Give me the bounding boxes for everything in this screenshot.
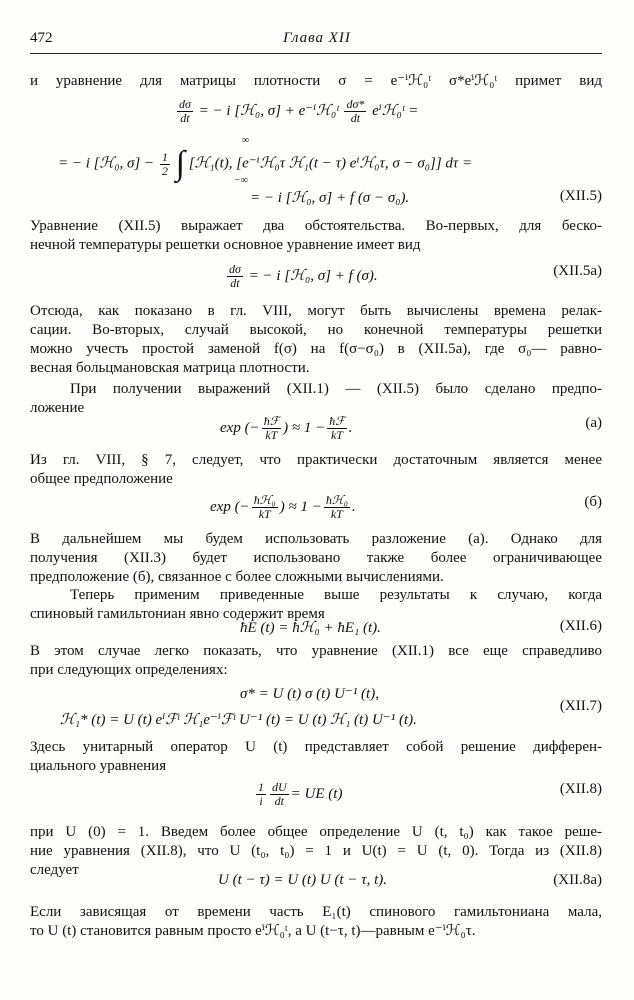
text-line: предположение (б), связанное с более сложными вычислениями. xyxy=(30,569,444,585)
text-line: спиновый гамильтониан явно содержит время xyxy=(30,606,325,622)
text-line: Если зависящая от времени часть E₁(t) спинового гамильтониана мала, xyxy=(30,904,602,920)
chapter-title: Глава XII xyxy=(283,30,351,46)
integral-lower: −∞ xyxy=(234,175,248,186)
text-line: ложение xyxy=(30,400,85,416)
page-number: 472 xyxy=(30,30,53,46)
fraction: $\frac{\text{ħℱ}}{kT}$ xyxy=(263,414,280,442)
paragraph-3 xyxy=(30,302,602,378)
equation-label: (XII.8a) xyxy=(553,872,602,888)
equation-xii6: ħE (t) = ħℋ₀ + ħE₁ (t). (XII.6) xyxy=(240,618,602,636)
fraction: $\frac{d\sigma}{dt}$ xyxy=(229,262,241,290)
text-line: при следующих определениях: xyxy=(30,662,228,678)
equation-xii5a: $\frac{d\sigma}{dt}$ = − i [ℋ₀, σ] + f (σ). (XII.5a) xyxy=(229,262,602,290)
equation-label: (XII.6) xyxy=(559,618,602,634)
integral-upper: ∞ xyxy=(242,135,250,146)
equation-xii7-line2: ℋ₁* (t) = U (t) eⁱℱᵗ ℋ₁e⁻ⁱℱᵗ U⁻¹ (t) = U (t) ℋ₁ (t) U⁻¹ (t). xyxy=(60,712,417,728)
text-line: сации. Во-вторых, случай высокой, но конечной температуры решетки xyxy=(30,322,602,338)
paragraph-2 xyxy=(30,217,602,255)
fraction-half: $\frac{1}{2}$ xyxy=(161,149,168,178)
text-line: нечной температуры решетки основное уравнение имеет вид xyxy=(30,237,421,253)
equation-xii7-line1: σ* = U (t) σ (t) U⁻¹ (t), xyxy=(240,686,379,702)
equation-label: (XII.7) xyxy=(559,698,602,714)
text-line: В этом случае легко показать, что уравнение (XII.1) все еще справедливо xyxy=(30,643,602,659)
integral-sign: ∫ xyxy=(175,145,185,182)
fraction: $\frac{d\sigma}{dt}$ xyxy=(179,97,191,125)
paragraph-4 xyxy=(30,380,602,418)
equation-label: (XII.8) xyxy=(559,781,602,797)
equation-label: (XII.5a) xyxy=(553,263,602,279)
fraction: $\frac{1}{i}$ xyxy=(258,780,264,808)
running-header xyxy=(30,30,604,50)
equation-integral: = − i [ℋ₀, σ] − $\frac{1}{2}$ ∫ [ℋ₁(t), [e⁻ⁱℋ₀τ ℋ₁(t − τ) eⁱℋ₀τ, σ − σ₀]] dτ = ∞ −∞ xyxy=(58,135,473,186)
text-line: Отсюда, как показано в гл. VIII, могут быть вычислены времена релак- xyxy=(30,303,602,319)
equation-label: (XII.5) xyxy=(559,188,602,204)
paragraph-6 xyxy=(30,530,602,587)
fraction: $\frac{\text{ħℋ₀}}{kT}$ xyxy=(325,493,348,521)
paragraph-1 xyxy=(30,72,602,91)
equation-dsigma: $\frac{d\sigma}{dt}$ = − i [ℋ₀, σ] + e⁻ⁱℋ₀ᵗ $\frac{d\sigma*}{dt}$ eⁱℋ₀ᵗ = xyxy=(179,97,419,125)
text-line: Здесь унитарный оператор U (t) представляет собой решение дифферен- xyxy=(30,739,602,755)
text-line: и уравнение для матрицы плотности σ = e⁻ⁱℋ₀ᵗ σ*eⁱℋ₀ᵗ примет вид xyxy=(30,73,602,89)
text-line: получения (XII.3) будет использовано также более ограничивающее xyxy=(30,550,602,566)
header-rule xyxy=(30,53,602,54)
text-line: весная больцмановская матрица плотности. xyxy=(30,360,310,376)
text-line: то U (t) становится равным просто eⁱℋ₀ᵗ, а U (t−τ, t)—равным e⁻ⁱℋ₀τ. xyxy=(30,923,476,939)
text-line: Теперь применим приведенные выше результаты к случаю, когда xyxy=(70,587,602,603)
text-line: можно учесть простой заменой f(σ) на f(σ−σ₀) в (XII.5a), где σ₀— равно- xyxy=(30,341,602,357)
fraction: $\frac{dU}{dt}$ xyxy=(272,780,287,808)
text-line: При получении выражений (XII.1) — (XII.5) было сделано предпо- xyxy=(70,381,602,397)
paragraph-9 xyxy=(30,738,602,776)
text-line: при U (0) = 1. Введем более общее определение U (t, t₀) как такое реше- xyxy=(30,824,602,840)
equation-xii8a: U (t − τ) = U (t) U (t − τ, t). (XII.8a) xyxy=(218,872,602,888)
equation-a: exp (− $\frac{\text{ħℱ}}{kT}$ ) ≈ 1 − $\frac{\text{ħℱ}}{kT}$ . (a) xyxy=(220,414,602,442)
equation-b: exp (− $\frac{\text{ħℋ₀}}{kT}$ ) ≈ 1 − $\frac{\text{ħℋ₀}}{kT}$ . (б) xyxy=(210,493,602,521)
paragraph-11 xyxy=(30,903,602,941)
paragraph-5 xyxy=(30,451,602,489)
text-line: В дальнейшем мы будем использовать разложение (а). Однако для xyxy=(30,531,602,547)
fraction: $\frac{d\sigma*}{dt}$ xyxy=(346,97,365,125)
equation-xii8: $\frac{1}{i}$ $\frac{dU}{dt}$ = UE (t) (XII.8) xyxy=(258,780,602,808)
fraction: $\frac{\text{ħℋ₀}}{kT}$ xyxy=(253,493,276,521)
text-line: общее предположение xyxy=(30,471,173,487)
text-line: циального уравнения xyxy=(30,758,167,774)
equation-label: (a) xyxy=(585,415,602,431)
equation-xii7-label xyxy=(30,698,602,722)
text-line: ние уравнения (XII.8), что U (t₀, t₀) = 1 и U(t) = U (t, 0). Тогда из (XII.8) xyxy=(30,843,602,859)
text-line: Уравнение (XII.5) выражает два обстоятельства. Во-первых, для беско- xyxy=(30,218,602,234)
paragraph-8 xyxy=(30,642,602,680)
text-line: следует xyxy=(30,862,79,878)
equation-label: (б) xyxy=(584,494,602,510)
fraction: $\frac{\text{ħℱ}}{kT}$ xyxy=(329,414,345,442)
text-line: Из гл. VIII, § 7, следует, что практически достаточным является менее xyxy=(30,452,602,468)
equation-xii5: = − i [ℋ₀, σ] + f (σ − σ₀). (XII.5) xyxy=(250,188,602,206)
